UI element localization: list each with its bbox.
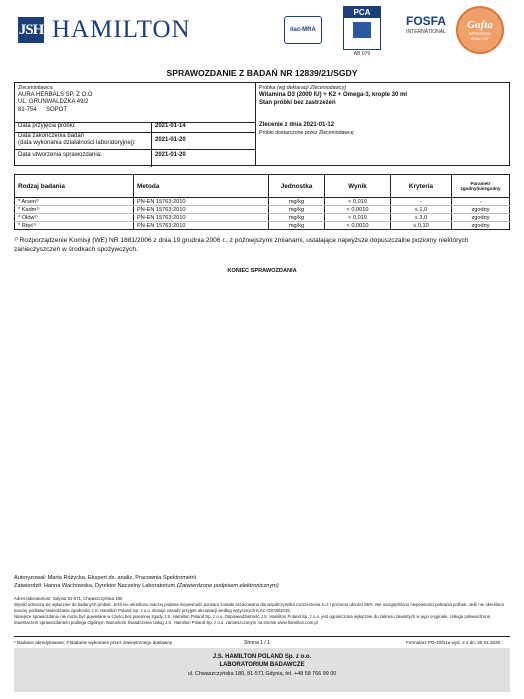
approved-line: Zatwierdził: Hanna Wachowska, Dyrektor Naczelny Laboratorium (Zatwierdzone podpisem elektronicznym): [14, 583, 279, 589]
col-compliance: Parametr zgodny/niezgodny: [452, 175, 510, 198]
logo-text: HAMILTON: [52, 16, 191, 43]
footer-lab: LABORATORIUM BADAWCZE: [219, 662, 305, 668]
created-date: 2021-01-20: [155, 152, 186, 158]
authorized-person: Marta Różycka, Ekspert ds. analiz, Pracownia Spektrometrii: [47, 575, 196, 581]
fosfa-badge: [398, 14, 454, 35]
gafta-analyst: ANALYST: [471, 36, 489, 41]
hamilton-logo: [18, 16, 191, 44]
client-street: UL. GRUNWALDZKA 49/2: [18, 99, 89, 105]
cell-criteria: -: [391, 198, 452, 206]
ilac-mra-badge: [284, 16, 322, 44]
cell-test: * Arsen¹⁾: [15, 198, 134, 206]
col-method: Metoda: [134, 175, 269, 198]
col-test-type: Rodzaj badania: [15, 175, 134, 198]
cell-method: PN-EN 15763:2010: [134, 222, 269, 230]
table-row: [15, 206, 510, 214]
created-label: Data utworzenia sprawozdania:: [18, 152, 102, 158]
footer-legend: * Badanie akredytowane; # Badanie wykonane przez zewnętrznego dostawcę: [14, 640, 173, 645]
pca-code: AB 079: [353, 51, 371, 57]
sample-label-note: (wg deklaracji Zleceniodawcy): [276, 85, 347, 91]
client-label: Zleceniodawca: [18, 85, 53, 91]
report-title: SPRAWOZDANIE Z BADAŃ NR 12839/21/SGDY: [166, 68, 358, 78]
cell-result: < 0,010: [325, 198, 391, 206]
table-row: [15, 198, 510, 206]
cell-method: PN-EN 15763:2010: [134, 198, 269, 206]
cell-unit: mg/kg: [269, 198, 325, 206]
footer-address: ul. Chwaszczyńska 180, 81-571 Gdynia, tel. +48 58 766 99 00: [187, 671, 337, 677]
cell-test: * Rtęć¹⁾: [15, 222, 134, 230]
footer-company-box: [14, 648, 510, 692]
cell-result: < 0,0010: [325, 206, 391, 214]
cell-unit: mg/kg: [269, 222, 325, 230]
end-of-report: KONIEC SPRAWOZDANIA: [227, 268, 297, 274]
approved-note: (Zatwierdzone podpisem elektronicznym): [176, 583, 279, 589]
legal-small-print: [14, 596, 510, 626]
received-date: 2021-01-14: [155, 123, 186, 129]
pca-label: PCA: [344, 7, 380, 18]
form-number: Formularz PO-10/01a wyd. 2 z dn. 20.01.2020: [406, 640, 501, 645]
lab-address-line: Adres laboratorium: Gdynia 81-571, Chwaszczyńska 180: [14, 596, 123, 601]
approved-person: Hanna Wachowska, Dyrektor Naczelny Laboratorium: [43, 583, 176, 589]
gafta-label: Gafta: [467, 19, 493, 31]
footer-company: J.S. HAMILTON POLAND Sp. z o.o.: [212, 654, 312, 660]
pca-emblem-icon: [353, 22, 371, 38]
client-city: SOPOT: [46, 107, 68, 113]
finished-label: Data zakończenia badań: [18, 133, 85, 139]
authorized-line: Autoryzował: Marta Różycka, Ekspert ds. analiz, Pracownia Spektrometrii: [14, 575, 196, 581]
cell-criteria: ≤ 0,10: [391, 222, 452, 230]
table-row: [15, 222, 510, 230]
cell-compliance: zgodny: [452, 206, 510, 214]
cell-criteria: ≤ 3,0: [391, 214, 452, 222]
cell-criteria: ≤ 1,0: [391, 206, 452, 214]
cell-result: < 0,0010: [325, 222, 391, 230]
signatures: [14, 574, 279, 590]
copyright-note: Niniejsze sprawozdanie nie może być powielane w części bez pisemnej zgody J.S. Hamilton Poland Sp. z o.o. Odpowiedzialność J.S. Hamilton Poland Sp. z o.o. jest ograniczona wyłącznie do zakresu zawartych w jego oryginale. Usługa potwierdzona inwentarzem sprawozdaniem podlega Ogólnym Warunkom Świadczenia Usług J.S. Hamilton Poland Sp. z o.o. zamieszczonym na stronie www.hamilton.com.pl: [14, 614, 491, 625]
cell-method: PN-EN 15763:2010: [134, 206, 269, 214]
gafta-badge: [456, 6, 504, 54]
fosfa-label: FOSFA: [405, 14, 446, 28]
gafta-approved: APPROVED: [468, 31, 492, 36]
client-postcode: 81-754: [18, 107, 37, 113]
sample-name: Witamina D3 (2000 IU) + K2 + Omega-3, krople 30 ml: [259, 92, 408, 98]
cell-compliance: -: [452, 198, 510, 206]
cell-unit: mg/kg: [269, 214, 325, 222]
cell-unit: mg/kg: [269, 206, 325, 214]
finished-date: 2021-01-20: [155, 137, 186, 143]
results-header-row: [15, 175, 510, 198]
client-name: AURA HERBALS SP. Z O.O: [18, 92, 93, 98]
logo-mark: JSH: [18, 17, 44, 43]
col-unit: Jednostka: [269, 175, 325, 198]
report-info-box: [14, 82, 510, 166]
uncertainty-note: Wyniki odnoszą się wyłącznie do badanych próbek. Jeśli nie określono inaczej podana niepewność pomiaru została oszacowana dla współczynnika rozszerzenia k=2 i poziomu ufności 95%. Nie uwzględniono niepewności pobrania próbek. Jeśli nie określono inaczej podstaw stwierdzania zgodności J.S. Hamilton Poland Sp. z o.o. stosuje zasady przyjęte akceptacji według wytycznych ILAC-G8:09/2019.: [14, 602, 504, 613]
page-number: Strona 1 / 1: [244, 640, 270, 646]
finished-label-note: (data wykonania działalności laboratoryjnej):: [18, 140, 136, 146]
col-result: Wynik: [325, 175, 391, 198]
delivery-note: Próbki dostarczone przez Zleceniodawcę: [259, 130, 354, 136]
cell-compliance: zgodny: [452, 222, 510, 230]
cell-result: < 0,010: [325, 214, 391, 222]
regulation-note: ¹⁾ Rozporządzenie Komisji (WE) NR 1881/2006 z dnia 19 grudnia 2006 r., z późniejszymi zmianami, ustalające najwyższe dopuszczalne poziomy niektórych zanieczyszczeń w środkach spożywczych.: [14, 237, 469, 253]
sample-state: Stan próbki bez zastrzeżeń: [259, 100, 336, 106]
cell-compliance: zgodny: [452, 214, 510, 222]
cell-test: * Ołów¹⁾: [15, 214, 134, 222]
sample-label: Próbka (wg deklaracji Zleceniodawcy): [259, 85, 347, 91]
fosfa-sub: INTERNATIONAL: [406, 29, 446, 35]
report-header: [14, 6, 510, 57]
col-criteria: Kryteria: [391, 175, 452, 198]
cell-method: PN-EN 15763:2010: [134, 214, 269, 222]
cell-test: * Kadm¹⁾: [15, 206, 134, 214]
ilac-label: ilac-MRA: [290, 27, 316, 33]
order-date: Zlecenie z dnia 2021-01-12: [259, 122, 335, 128]
received-label: Data przyjęcia próbki:: [18, 123, 76, 129]
table-row: [15, 214, 510, 222]
results-table: [14, 174, 510, 230]
pca-accreditation-badge: [342, 6, 382, 57]
